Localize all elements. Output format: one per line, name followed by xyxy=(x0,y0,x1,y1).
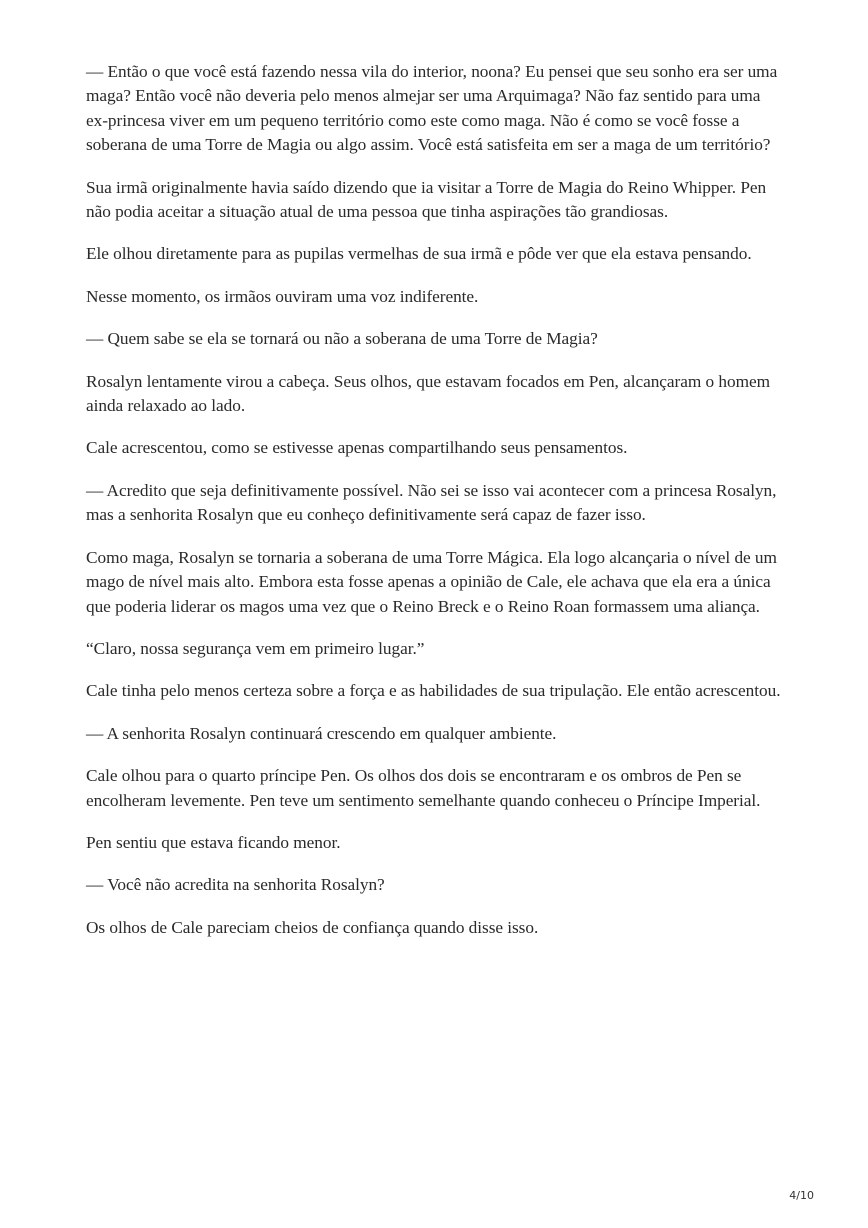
paragraph: Como maga, Rosalyn se tornaria a soberana de uma Torre Mágica. Ela logo alcançaria o nível de um mago de nível mais alto. Embora esta fosse apenas a opinião de Cale, ele achava que ela era a única que poderia liderar os magos uma vez que o Reino Breck e o Reino Roan formassem uma aliança. xyxy=(86,547,777,616)
paragraph: Rosalyn lentamente virou a cabeça. Seus olhos, que estavam focados em Pen, alcançaram o homem ainda relaxado ao lado. xyxy=(86,371,770,416)
paragraph: — A senhorita Rosalyn continuará crescendo em qualquer ambiente. xyxy=(86,723,557,743)
paragraph: Cale tinha pelo menos certeza sobre a força e as habilidades de sua tripulação. Ele então acrescentou. xyxy=(86,681,781,701)
paragraph: — Então o que você está fazendo nessa vila do interior, noona? Eu pensei que seu sonho era ser uma maga? Então você não deveria pelo menos almejar ser uma Arquimaga? Não faz sentido para uma ex-princesa viver em um pequeno território como este como maga. Não é como se você fosse a soberana de uma Torre de Magia ou algo assim. Você está satisfeita em ser a maga de um território? xyxy=(86,62,778,155)
paragraph: — Você não acredita na senhorita Rosalyn? xyxy=(86,875,385,895)
paragraph: Sua irmã originalmente havia saído dizendo que ia visitar a Torre de Magia do Reino Whipper. Pen não podia aceitar a situação atual de uma pessoa que tinha aspirações tão grandiosas. xyxy=(86,177,767,222)
paragraph: — Quem sabe se ela se tornará ou não a soberana de uma Torre de Magia? xyxy=(86,329,598,349)
document-body xyxy=(86,60,786,958)
paragraph: Nesse momento, os irmãos ouviram uma voz indiferente. xyxy=(86,286,479,306)
paragraph: Ele olhou diretamente para as pupilas vermelhas de sua irmã e pôde ver que ela estava pensando. xyxy=(86,244,752,264)
paragraph: “Claro, nossa segurança vem em primeiro lugar.” xyxy=(86,638,425,658)
paragraph: Cale olhou para o quarto príncipe Pen. Os olhos dos dois se encontraram e os ombros de Pen se encolheram levemente. Pen teve um sentimento semelhante quando conheceu o Príncipe Imperial. xyxy=(86,766,761,810)
paragraph: Os olhos de Cale pareciam cheios de confiança quando disse isso. xyxy=(86,917,539,937)
paragraph: Pen sentiu que estava ficando menor. xyxy=(86,832,341,852)
page-number: 4/10 xyxy=(789,1189,814,1202)
paragraph: Cale acrescentou, como se estivesse apenas compartilhando seus pensamentos. xyxy=(86,438,628,458)
paragraph: — Acredito que seja definitivamente possível. Não sei se isso vai acontecer com a princesa Rosalyn, mas a senhorita Rosalyn que eu conheço definitivamente será capaz de fazer isso. xyxy=(86,480,777,525)
